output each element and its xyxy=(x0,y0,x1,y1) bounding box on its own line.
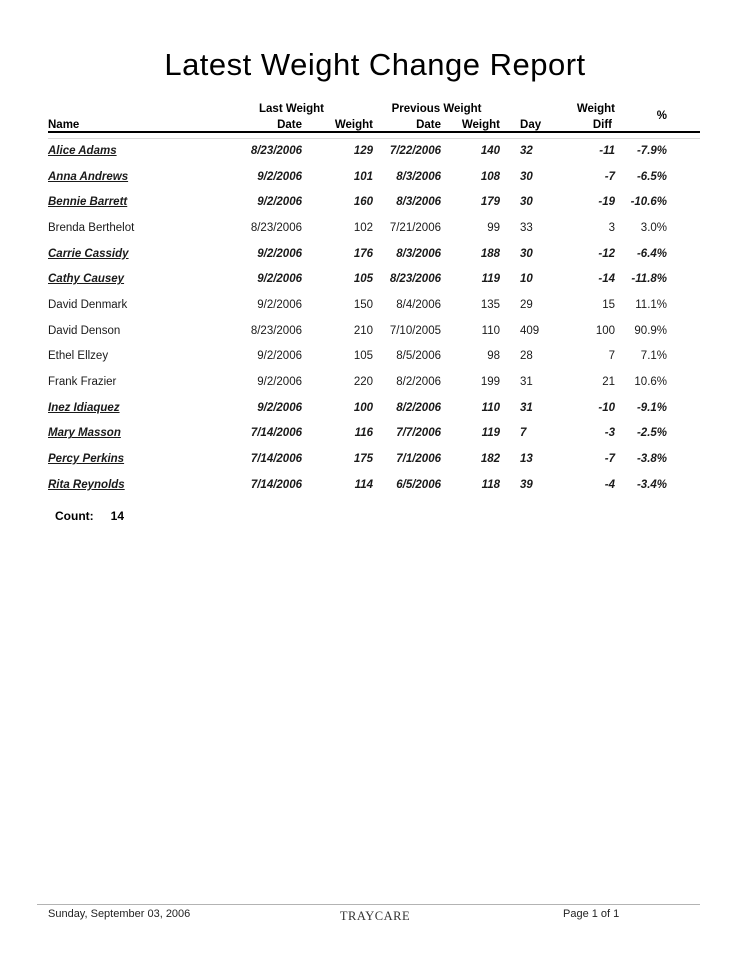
cell-percent: -3.4% xyxy=(636,478,668,491)
cell-name: David Denson xyxy=(48,324,121,337)
cell-last-date: 9/2/2006 xyxy=(257,350,302,363)
cell-spacer xyxy=(667,164,700,190)
cell-day: 39 xyxy=(520,478,533,491)
cell-percent: -9.1% xyxy=(636,401,668,414)
cell-prev-date: 7/21/2006 xyxy=(389,221,441,234)
cell-last-weight: 105 xyxy=(353,350,373,363)
cell-spacer xyxy=(667,344,700,370)
cell-day: 30 xyxy=(520,170,533,183)
cell-day: 30 xyxy=(520,196,533,209)
cell-weight-diff: 15 xyxy=(602,298,616,311)
cell-last-weight: 210 xyxy=(353,324,373,337)
cell-prev-date: 8/3/2006 xyxy=(396,247,441,260)
cell-name: Frank Frazier xyxy=(48,376,117,389)
cell-day: 33 xyxy=(520,221,533,234)
table-row xyxy=(48,215,700,241)
cell-weight-diff: 7 xyxy=(608,350,616,363)
cell-prev-date: 7/10/2005 xyxy=(389,324,441,337)
cell-weight-diff: -7 xyxy=(604,170,616,183)
cell-spacer xyxy=(667,292,700,318)
cell-prev-weight: 119 xyxy=(481,427,501,440)
header-spacer xyxy=(520,100,560,115)
cell-spacer xyxy=(500,164,520,190)
cell-prev-weight: 98 xyxy=(487,350,501,363)
column-header-prev-weight: Weight xyxy=(441,115,500,132)
cell-prev-weight: 135 xyxy=(480,298,501,311)
cell-day: 10 xyxy=(520,273,533,286)
cell-prev-weight: 140 xyxy=(480,145,501,158)
cell-name: Percy Perkins xyxy=(48,453,125,466)
column-header-name: Name xyxy=(48,115,210,132)
cell-prev-date: 7/7/2006 xyxy=(396,427,441,440)
cell-day: 13 xyxy=(520,453,533,466)
cell-last-weight: 100 xyxy=(353,401,373,414)
cell-percent: 10.6% xyxy=(634,376,668,389)
cell-prev-weight: 110 xyxy=(481,401,501,414)
cell-day: 32 xyxy=(520,145,533,158)
page-title: Latest Weight Change Report xyxy=(164,47,586,82)
cell-spacer xyxy=(667,138,700,164)
footer-page-number: Page 1 of 1 xyxy=(563,908,620,920)
cell-percent: -10.6% xyxy=(630,196,668,209)
table-row xyxy=(48,344,700,370)
cell-prev-weight: 110 xyxy=(481,324,501,337)
cell-prev-date: 8/3/2006 xyxy=(396,170,441,183)
cell-last-date: 9/2/2006 xyxy=(257,247,302,260)
group-header-previous-weight: Previous Weight xyxy=(391,103,482,115)
cell-last-weight: 160 xyxy=(353,196,373,209)
cell-last-date: 9/2/2006 xyxy=(257,170,302,183)
cell-last-date: 9/2/2006 xyxy=(257,298,302,311)
cell-name: Cathy Causey xyxy=(48,273,125,286)
count-label: Count: xyxy=(55,509,94,523)
cell-spacer xyxy=(667,446,700,472)
cell-weight-diff: -3 xyxy=(604,427,616,440)
weight-change-table xyxy=(48,100,700,498)
cell-prev-weight: 182 xyxy=(480,453,501,466)
cell-weight-diff: -12 xyxy=(598,247,616,260)
cell-spacer xyxy=(500,344,520,370)
cell-prev-date: 7/1/2006 xyxy=(396,453,441,466)
cell-name: Rita Reynolds xyxy=(48,478,125,491)
table-row xyxy=(48,292,700,318)
cell-name: Alice Adams xyxy=(48,145,117,158)
cell-percent: -6.5% xyxy=(636,170,668,183)
table-row xyxy=(48,138,700,164)
cell-last-weight: 150 xyxy=(353,298,373,311)
header-spacer xyxy=(667,100,700,132)
cell-spacer xyxy=(500,421,520,447)
cell-spacer xyxy=(500,446,520,472)
cell-spacer xyxy=(500,318,520,344)
cell-spacer xyxy=(500,472,520,498)
table-row xyxy=(48,472,700,498)
column-header-weight-diff-line1: Weight xyxy=(576,103,616,115)
cell-spacer xyxy=(500,369,520,395)
cell-prev-date: 8/4/2006 xyxy=(396,298,441,311)
table-row xyxy=(48,189,700,215)
cell-prev-weight: 108 xyxy=(480,170,501,183)
table-row xyxy=(48,446,700,472)
cell-percent: -2.5% xyxy=(636,427,668,440)
cell-weight-diff: 3 xyxy=(608,221,616,234)
cell-prev-date: 8/3/2006 xyxy=(396,196,441,209)
cell-name: Brenda Berthelot xyxy=(48,221,135,234)
table-row xyxy=(48,369,700,395)
cell-spacer xyxy=(500,292,520,318)
table-row xyxy=(48,421,700,447)
cell-percent: -6.4% xyxy=(636,247,668,260)
table-row xyxy=(48,241,700,267)
cell-spacer xyxy=(667,318,700,344)
cell-day: 409 xyxy=(520,324,540,337)
cell-last-weight: 116 xyxy=(354,427,373,440)
cell-day: 30 xyxy=(520,247,533,260)
footer-date: Sunday, September 03, 2006 xyxy=(48,908,191,920)
cell-spacer xyxy=(667,189,700,215)
cell-day: 31 xyxy=(520,376,533,389)
cell-prev-weight: 179 xyxy=(480,196,501,209)
cell-prev-date: 8/2/2006 xyxy=(396,401,441,414)
cell-weight-diff: -11 xyxy=(599,145,616,158)
footer-divider xyxy=(37,904,700,905)
cell-name: David Denmark xyxy=(48,298,128,311)
cell-prev-date: 7/22/2006 xyxy=(389,145,441,158)
cell-last-weight: 175 xyxy=(353,453,373,466)
cell-spacer xyxy=(500,138,520,164)
cell-day: 7 xyxy=(520,427,527,440)
cell-percent: 90.9% xyxy=(634,324,668,337)
cell-spacer xyxy=(667,421,700,447)
table-body xyxy=(48,132,700,498)
cell-spacer xyxy=(667,369,700,395)
cell-name: Inez Idiaquez xyxy=(48,401,120,414)
cell-spacer xyxy=(667,215,700,241)
cell-last-date: 7/14/2006 xyxy=(250,427,302,440)
cell-name: Anna Andrews xyxy=(48,170,129,183)
cell-last-weight: 129 xyxy=(353,145,373,158)
cell-percent: 11.1% xyxy=(635,298,668,311)
cell-weight-diff: -7 xyxy=(604,453,616,466)
cell-spacer xyxy=(667,472,700,498)
cell-spacer xyxy=(500,241,520,267)
cell-spacer xyxy=(500,215,520,241)
cell-name: Carrie Cassidy xyxy=(48,247,129,260)
cell-last-date: 7/14/2006 xyxy=(250,453,302,466)
cell-day: 28 xyxy=(520,350,533,363)
cell-last-date: 8/23/2006 xyxy=(250,324,302,337)
cell-percent: 7.1% xyxy=(640,350,668,363)
cell-name: Mary Masson xyxy=(48,427,121,440)
table-row xyxy=(48,266,700,292)
cell-name: Ethel Ellzey xyxy=(48,350,109,363)
table-row xyxy=(48,318,700,344)
cell-prev-weight: 199 xyxy=(480,376,501,389)
cell-prev-date: 8/2/2006 xyxy=(396,376,441,389)
cell-last-weight: 176 xyxy=(353,247,373,260)
count-value: 14 xyxy=(110,509,125,523)
header-spacer xyxy=(48,100,210,115)
cell-last-date: 9/2/2006 xyxy=(257,376,302,389)
cell-last-date: 7/14/2006 xyxy=(250,478,302,491)
cell-prev-date: 8/5/2006 xyxy=(396,350,441,363)
cell-percent: 3.0% xyxy=(640,221,668,234)
cell-weight-diff: -19 xyxy=(598,196,616,209)
cell-day: 29 xyxy=(520,298,533,311)
cell-name: Bennie Barrett xyxy=(48,196,128,209)
header-spacer xyxy=(500,115,520,132)
column-header-prev-date: Date xyxy=(373,115,441,132)
cell-weight-diff: 21 xyxy=(602,376,616,389)
cell-last-date: 8/23/2006 xyxy=(250,221,302,234)
table-row xyxy=(48,395,700,421)
cell-prev-date: 6/5/2006 xyxy=(396,478,441,491)
cell-prev-weight: 188 xyxy=(480,247,501,260)
cell-last-weight: 102 xyxy=(353,221,373,234)
group-header-last-weight: Last Weight xyxy=(259,103,324,115)
cell-last-date: 9/2/2006 xyxy=(257,401,302,414)
cell-weight-diff: -10 xyxy=(598,401,616,414)
footer-company: TRAYCARE xyxy=(339,909,411,923)
column-header-last-weight: Weight xyxy=(302,115,373,132)
cell-percent: -11.8% xyxy=(631,273,668,286)
cell-last-weight: 101 xyxy=(353,170,373,183)
cell-weight-diff: -14 xyxy=(598,273,616,286)
column-header-percent: % xyxy=(615,100,667,132)
cell-percent: -3.8% xyxy=(636,453,668,466)
cell-last-weight: 105 xyxy=(353,273,373,286)
cell-day: 31 xyxy=(520,401,533,414)
cell-prev-weight: 119 xyxy=(481,273,501,286)
cell-prev-weight: 99 xyxy=(487,221,501,234)
cell-weight-diff: 100 xyxy=(595,324,616,337)
cell-spacer xyxy=(667,266,700,292)
table-header xyxy=(48,100,700,132)
cell-last-date: 9/2/2006 xyxy=(257,196,302,209)
header-spacer xyxy=(500,100,520,115)
cell-percent: -7.9% xyxy=(636,145,668,158)
cell-spacer xyxy=(667,241,700,267)
record-count xyxy=(55,509,124,523)
cell-last-date: 8/23/2006 xyxy=(250,145,302,158)
cell-weight-diff: -4 xyxy=(604,478,616,491)
cell-spacer xyxy=(500,395,520,421)
column-header-day: Day xyxy=(520,115,560,132)
cell-spacer xyxy=(500,189,520,215)
table-row xyxy=(48,164,700,190)
cell-last-date: 9/2/2006 xyxy=(257,273,302,286)
column-header-last-date: Date xyxy=(210,115,302,132)
cell-spacer xyxy=(667,395,700,421)
cell-last-weight: 114 xyxy=(354,478,373,491)
cell-last-weight: 220 xyxy=(353,376,373,389)
column-header-weight-diff-line2: Diff xyxy=(560,115,615,132)
cell-prev-date: 8/23/2006 xyxy=(389,273,441,286)
cell-spacer xyxy=(500,266,520,292)
cell-prev-weight: 118 xyxy=(481,478,501,491)
